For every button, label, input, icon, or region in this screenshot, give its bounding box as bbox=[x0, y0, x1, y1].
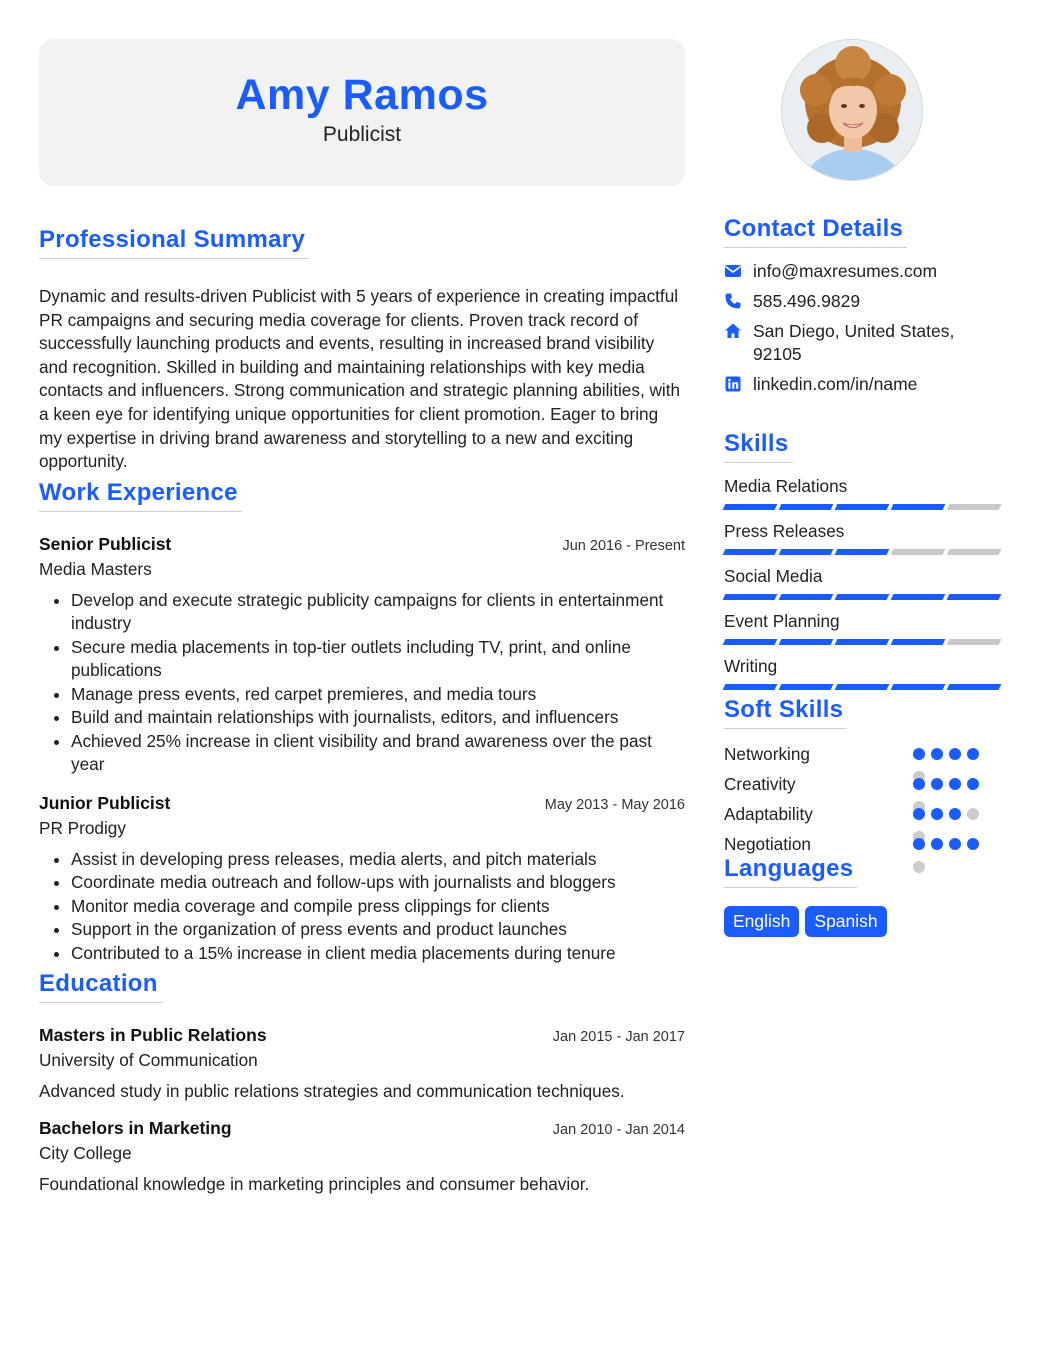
skill-item bbox=[724, 610, 1004, 645]
skill-level-segment bbox=[835, 684, 890, 690]
skill-level-segment bbox=[947, 504, 1002, 510]
soft-skill-item bbox=[724, 743, 1004, 773]
soft-skill-name: Adaptability bbox=[724, 804, 813, 824]
linkedin-icon bbox=[724, 375, 742, 393]
rating-dot bbox=[949, 748, 961, 760]
skill-name: Media Relations bbox=[724, 476, 848, 496]
skill-level-bar bbox=[724, 504, 1004, 510]
summary-text: Dynamic and results-driven Publicist with 5 years of experience in creating impactful PR campaigns and securing media coverage for clients. Proven track record of successfully launching products and events, resulting in increased brand visibility and recognition. Skilled in building and maintaining relationships with key media contacts and influencers. Strong communication and strategic planning abilities, with a keen eye for identifying unique opportunities for client promotion. Eager to bring my expertise in driving brand awareness and storytelling to a new and exciting opportunity. bbox=[39, 286, 681, 472]
skill-name: Press Releases bbox=[724, 521, 845, 541]
skill-level-bar bbox=[724, 639, 1004, 645]
skill-level-segment bbox=[947, 639, 1002, 645]
list-item: • Achieved 25% increase in client visibility and brand awareness over the past year bbox=[71, 730, 685, 777]
skill-level-segment bbox=[891, 504, 946, 510]
skills-list bbox=[724, 475, 1004, 690]
list-item: • Manage press events, red carpet premieres, and media tours bbox=[71, 683, 685, 707]
skill-level-segment bbox=[891, 549, 946, 555]
sidebar-column bbox=[724, 39, 1004, 937]
skill-level-segment bbox=[779, 684, 834, 690]
contact-email[interactable] bbox=[724, 260, 1004, 283]
skill-level-segment bbox=[779, 639, 834, 645]
contact-linkedin[interactable] bbox=[724, 373, 1004, 396]
list-item: • Develop and execute strategic publicity campaigns for clients in entertainment industry bbox=[71, 589, 685, 636]
skill-level-segment bbox=[835, 639, 890, 645]
soft-skill-item bbox=[724, 773, 1004, 803]
rating-dot bbox=[913, 748, 925, 760]
soft-skill-item bbox=[724, 833, 1004, 863]
skill-name: Writing bbox=[724, 656, 778, 676]
rating-dot bbox=[913, 838, 925, 850]
language-badge: Spanish bbox=[805, 906, 886, 937]
skill-level-segment bbox=[723, 639, 778, 645]
job-bullets bbox=[39, 589, 685, 777]
contact-phone-text: 585.496.9829 bbox=[753, 291, 861, 311]
skill-level-segment bbox=[723, 594, 778, 600]
rating-dot bbox=[931, 748, 943, 760]
contact-heading: Contact Details bbox=[724, 215, 907, 248]
experience-heading: Work Experience bbox=[39, 479, 242, 512]
skill-level-segment bbox=[947, 684, 1002, 690]
skills-heading: Skills bbox=[724, 430, 793, 463]
skill-level-segment bbox=[779, 504, 834, 510]
skill-item bbox=[724, 475, 1004, 510]
skill-item bbox=[724, 520, 1004, 555]
skill-item bbox=[724, 565, 1004, 600]
job-date: Jun 2016 - Present bbox=[562, 537, 685, 554]
list-item: • Secure media placements in top-tier outlets including TV, print, and online publications bbox=[71, 636, 685, 683]
job-title: Junior Publicist bbox=[39, 792, 171, 813]
skill-name: Event Planning bbox=[724, 611, 840, 631]
education-date: Jan 2010 - Jan 2014 bbox=[552, 1122, 685, 1139]
rating-dot bbox=[949, 808, 961, 820]
profile-photo bbox=[781, 39, 923, 181]
soft-skill-name: Creativity bbox=[724, 774, 796, 794]
skill-level-segment bbox=[835, 504, 890, 510]
education-date: Jan 2015 - Jan 2017 bbox=[552, 1029, 685, 1046]
soft-skill-item bbox=[724, 803, 1004, 833]
skill-level-segment bbox=[723, 684, 778, 690]
skill-level-segment bbox=[835, 594, 890, 600]
list-item: • Monitor media coverage and compile press clippings for clients bbox=[71, 895, 685, 919]
skill-level-segment bbox=[947, 549, 1002, 555]
skill-level-bar bbox=[724, 684, 1004, 690]
rating-dot bbox=[949, 778, 961, 790]
education-entry bbox=[39, 1118, 685, 1195]
contact-linkedin-text: linkedin.com/in/name bbox=[753, 374, 918, 394]
rating-dot bbox=[967, 808, 979, 820]
contact-location bbox=[724, 320, 1004, 366]
contact-email-text: info@maxresumes.com bbox=[753, 261, 938, 281]
rating-dot bbox=[931, 808, 943, 820]
skill-name: Social Media bbox=[724, 566, 823, 586]
rating-dot bbox=[913, 778, 925, 790]
skill-level-segment bbox=[723, 549, 778, 555]
school-name: University of Communication bbox=[39, 1050, 258, 1071]
education-description: Advanced study in public relations strategies and communication techniques. bbox=[39, 1081, 625, 1102]
skill-level-bar bbox=[724, 549, 1004, 555]
skill-level-segment bbox=[891, 639, 946, 645]
soft-skills-list bbox=[724, 743, 1004, 863]
skill-level-segment bbox=[835, 549, 890, 555]
languages-list bbox=[724, 906, 1004, 937]
languages-heading: Languages bbox=[724, 855, 857, 888]
job-company: Media Masters bbox=[39, 558, 152, 579]
resume-header bbox=[39, 39, 685, 186]
degree-title: Masters in Public Relations bbox=[39, 1025, 267, 1046]
phone-icon bbox=[724, 292, 742, 310]
skill-item bbox=[724, 655, 1004, 690]
job-entry bbox=[39, 534, 685, 777]
education-description: Foundational knowledge in marketing principles and consumer behavior. bbox=[39, 1174, 590, 1195]
rating-dot bbox=[931, 838, 943, 850]
school-name: City College bbox=[39, 1143, 132, 1164]
rating-dot bbox=[931, 778, 943, 790]
job-date: May 2013 - May 2016 bbox=[544, 796, 685, 813]
rating-dot bbox=[967, 838, 979, 850]
summary-heading: Professional Summary bbox=[39, 226, 309, 259]
candidate-name: Amy Ramos bbox=[235, 71, 489, 119]
skill-level-segment bbox=[891, 684, 946, 690]
soft-skills-heading: Soft Skills bbox=[724, 696, 847, 729]
job-company: PR Prodigy bbox=[39, 817, 126, 838]
education-heading: Education bbox=[39, 970, 162, 1003]
home-icon bbox=[724, 322, 742, 340]
language-badge: English bbox=[724, 906, 799, 937]
contact-phone[interactable] bbox=[724, 290, 1004, 313]
candidate-role: Publicist bbox=[322, 123, 402, 146]
skill-level-segment bbox=[723, 504, 778, 510]
skill-level-segment bbox=[779, 549, 834, 555]
soft-skill-name: Networking bbox=[724, 744, 810, 764]
job-entry bbox=[39, 793, 685, 966]
main-column bbox=[39, 39, 685, 1195]
job-title: Senior Publicist bbox=[39, 533, 172, 554]
contact-list bbox=[724, 260, 1004, 396]
contact-location-text: San Diego, United States, 92105 bbox=[753, 321, 955, 364]
list-item: • Build and maintain relationships with journalists, editors, and influencers bbox=[71, 706, 685, 730]
rating-dot bbox=[967, 748, 979, 760]
skill-level-bar bbox=[724, 594, 1004, 600]
envelope-icon bbox=[724, 262, 742, 280]
skill-level-segment bbox=[779, 594, 834, 600]
rating-dot bbox=[949, 838, 961, 850]
list-item: • Contributed to a 15% increase in client media placements during tenure bbox=[71, 942, 685, 966]
rating-dot bbox=[967, 778, 979, 790]
list-item: • Assist in developing press releases, media alerts, and pitch materials bbox=[71, 848, 685, 872]
soft-skill-name: Negotiation bbox=[724, 834, 811, 854]
skill-level-segment bbox=[891, 594, 946, 600]
skill-level-segment bbox=[947, 594, 1002, 600]
degree-title: Bachelors in Marketing bbox=[39, 1118, 232, 1139]
profile-photo-illustration bbox=[782, 40, 923, 181]
job-bullets bbox=[39, 848, 685, 966]
rating-dot bbox=[913, 808, 925, 820]
education-entry bbox=[39, 1025, 685, 1102]
list-item: • Coordinate media outreach and follow-ups with journalists and bloggers bbox=[71, 871, 685, 895]
rating-dot bbox=[913, 861, 925, 873]
list-item: • Support in the organization of press events and product launches bbox=[71, 918, 685, 942]
